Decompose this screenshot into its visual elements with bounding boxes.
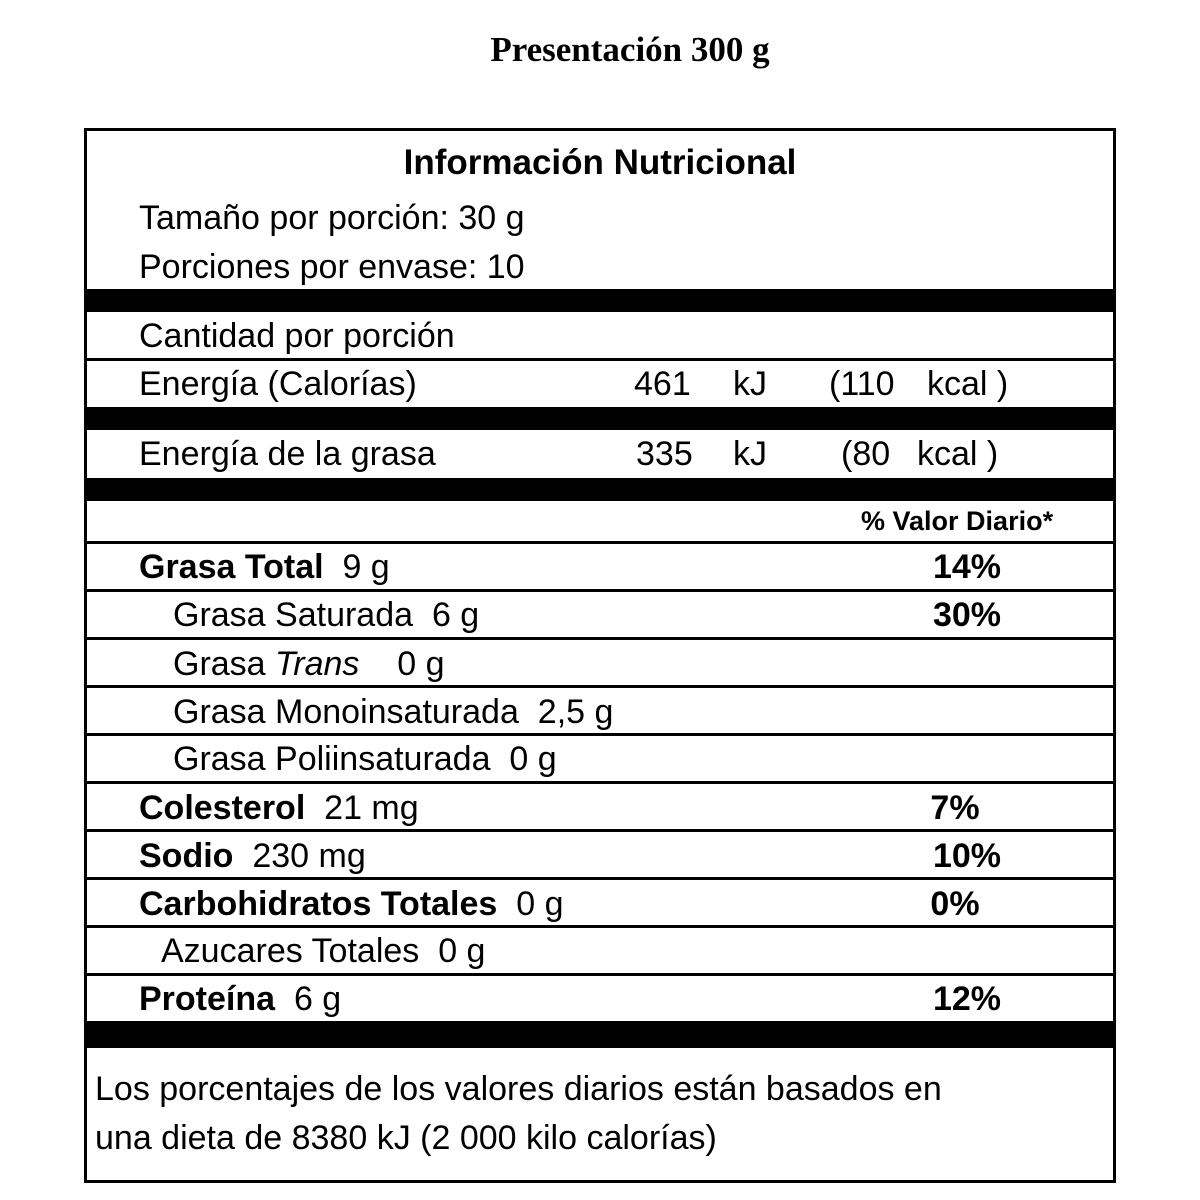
nutrient-amount: 0 g xyxy=(397,645,445,683)
daily-value-header: % Valor Diario* xyxy=(861,506,1054,536)
divider xyxy=(87,925,1113,928)
nutrient-dv: 10% xyxy=(932,837,1002,875)
divider xyxy=(87,781,1113,784)
nutrient-saturated-fat xyxy=(173,598,479,632)
thick-divider xyxy=(87,1021,1113,1048)
nutrient-trans-fat xyxy=(173,647,445,681)
nutrient-name: Grasa Total xyxy=(139,548,324,586)
divider xyxy=(87,877,1113,880)
nutrient-amount: 6 g xyxy=(293,980,342,1018)
nutrient-dv: 30% xyxy=(932,596,1002,634)
divider xyxy=(87,541,1113,544)
nutrient-dv: 14% xyxy=(932,548,1002,586)
energy-kj-unit: kJ xyxy=(733,365,767,403)
servings-per-container: Porciones por envase: 10 xyxy=(139,248,525,286)
amount-per-serving: Cantidad por porción xyxy=(139,317,455,355)
serving-size: Tamaño por porción: 30 g xyxy=(139,199,525,237)
nutrition-facts-panel xyxy=(84,128,1116,1183)
nutrient-dv: 7% xyxy=(930,789,980,827)
nutrient-carbs xyxy=(139,887,563,921)
nutrient-sugars xyxy=(161,934,485,968)
nutrient-amount: 2,5 g xyxy=(537,693,614,731)
nutrient-name: Azucares Totales xyxy=(161,932,420,970)
energy-kcal-unit: kcal ) xyxy=(927,365,1009,403)
nutrient-dv: 0% xyxy=(930,885,980,923)
nutrient-amount: 6 g xyxy=(431,596,480,634)
thick-divider xyxy=(87,407,1113,430)
footnote-line-2: una dieta de 8380 kJ (2 000 kilo calorías) xyxy=(95,1119,717,1157)
divider xyxy=(87,973,1113,976)
panel-title: Información Nutricional xyxy=(403,143,797,182)
nutrient-protein xyxy=(139,982,341,1016)
nutrient-mono-fat xyxy=(173,695,613,729)
thick-divider xyxy=(87,289,1113,312)
divider xyxy=(87,733,1113,736)
footnote-line-1: Los porcentajes de los valores diarios están basados en xyxy=(95,1070,942,1108)
nutrient-cholesterol xyxy=(139,791,419,825)
nutrient-name: Grasa xyxy=(173,645,266,683)
divider xyxy=(87,829,1113,832)
fat-energy-kj-unit: kJ xyxy=(733,435,767,473)
fat-energy-kcal-unit: kcal ) xyxy=(917,435,999,473)
presentation-title: Presentación 300 g xyxy=(490,30,770,69)
nutrient-name: Proteína xyxy=(139,980,276,1018)
nutrient-amount: 230 mg xyxy=(252,837,366,875)
nutrient-name: Sodio xyxy=(139,837,234,875)
nutrient-name: Colesterol xyxy=(139,789,306,827)
nutrient-amount: 9 g xyxy=(342,548,390,586)
energy-kj-value: 461 xyxy=(634,365,691,403)
nutrient-total-fat xyxy=(139,550,390,584)
divider xyxy=(87,358,1113,361)
divider xyxy=(87,685,1113,688)
nutrient-name: Grasa Poliinsaturada xyxy=(173,740,491,778)
nutrient-poly-fat xyxy=(173,742,557,776)
divider xyxy=(87,589,1113,592)
fat-energy-kj-value: 335 xyxy=(636,435,693,473)
divider xyxy=(87,637,1113,640)
energy-kcal-value: (110 xyxy=(829,365,895,403)
nutrient-amount: 0 g xyxy=(438,932,486,970)
thick-divider xyxy=(87,478,1113,501)
nutrient-name: Grasa Monoinsaturada xyxy=(173,693,519,731)
nutrient-amount: 0 g xyxy=(509,740,557,778)
nutrient-name: Grasa Saturada xyxy=(173,596,414,634)
fat-energy-kcal-value: (80 xyxy=(841,435,891,473)
nutrient-sodium xyxy=(139,839,366,873)
nutrient-amount: 0 g xyxy=(516,885,564,923)
nutrient-dv: 12% xyxy=(932,980,1002,1018)
nutrient-name-italic: Trans xyxy=(275,645,360,683)
fat-energy-label: Energía de la grasa xyxy=(139,435,436,473)
nutrient-name: Carbohidratos Totales xyxy=(139,885,498,923)
energy-label: Energía (Calorías) xyxy=(139,365,417,403)
nutrient-amount: 21 mg xyxy=(324,789,419,827)
